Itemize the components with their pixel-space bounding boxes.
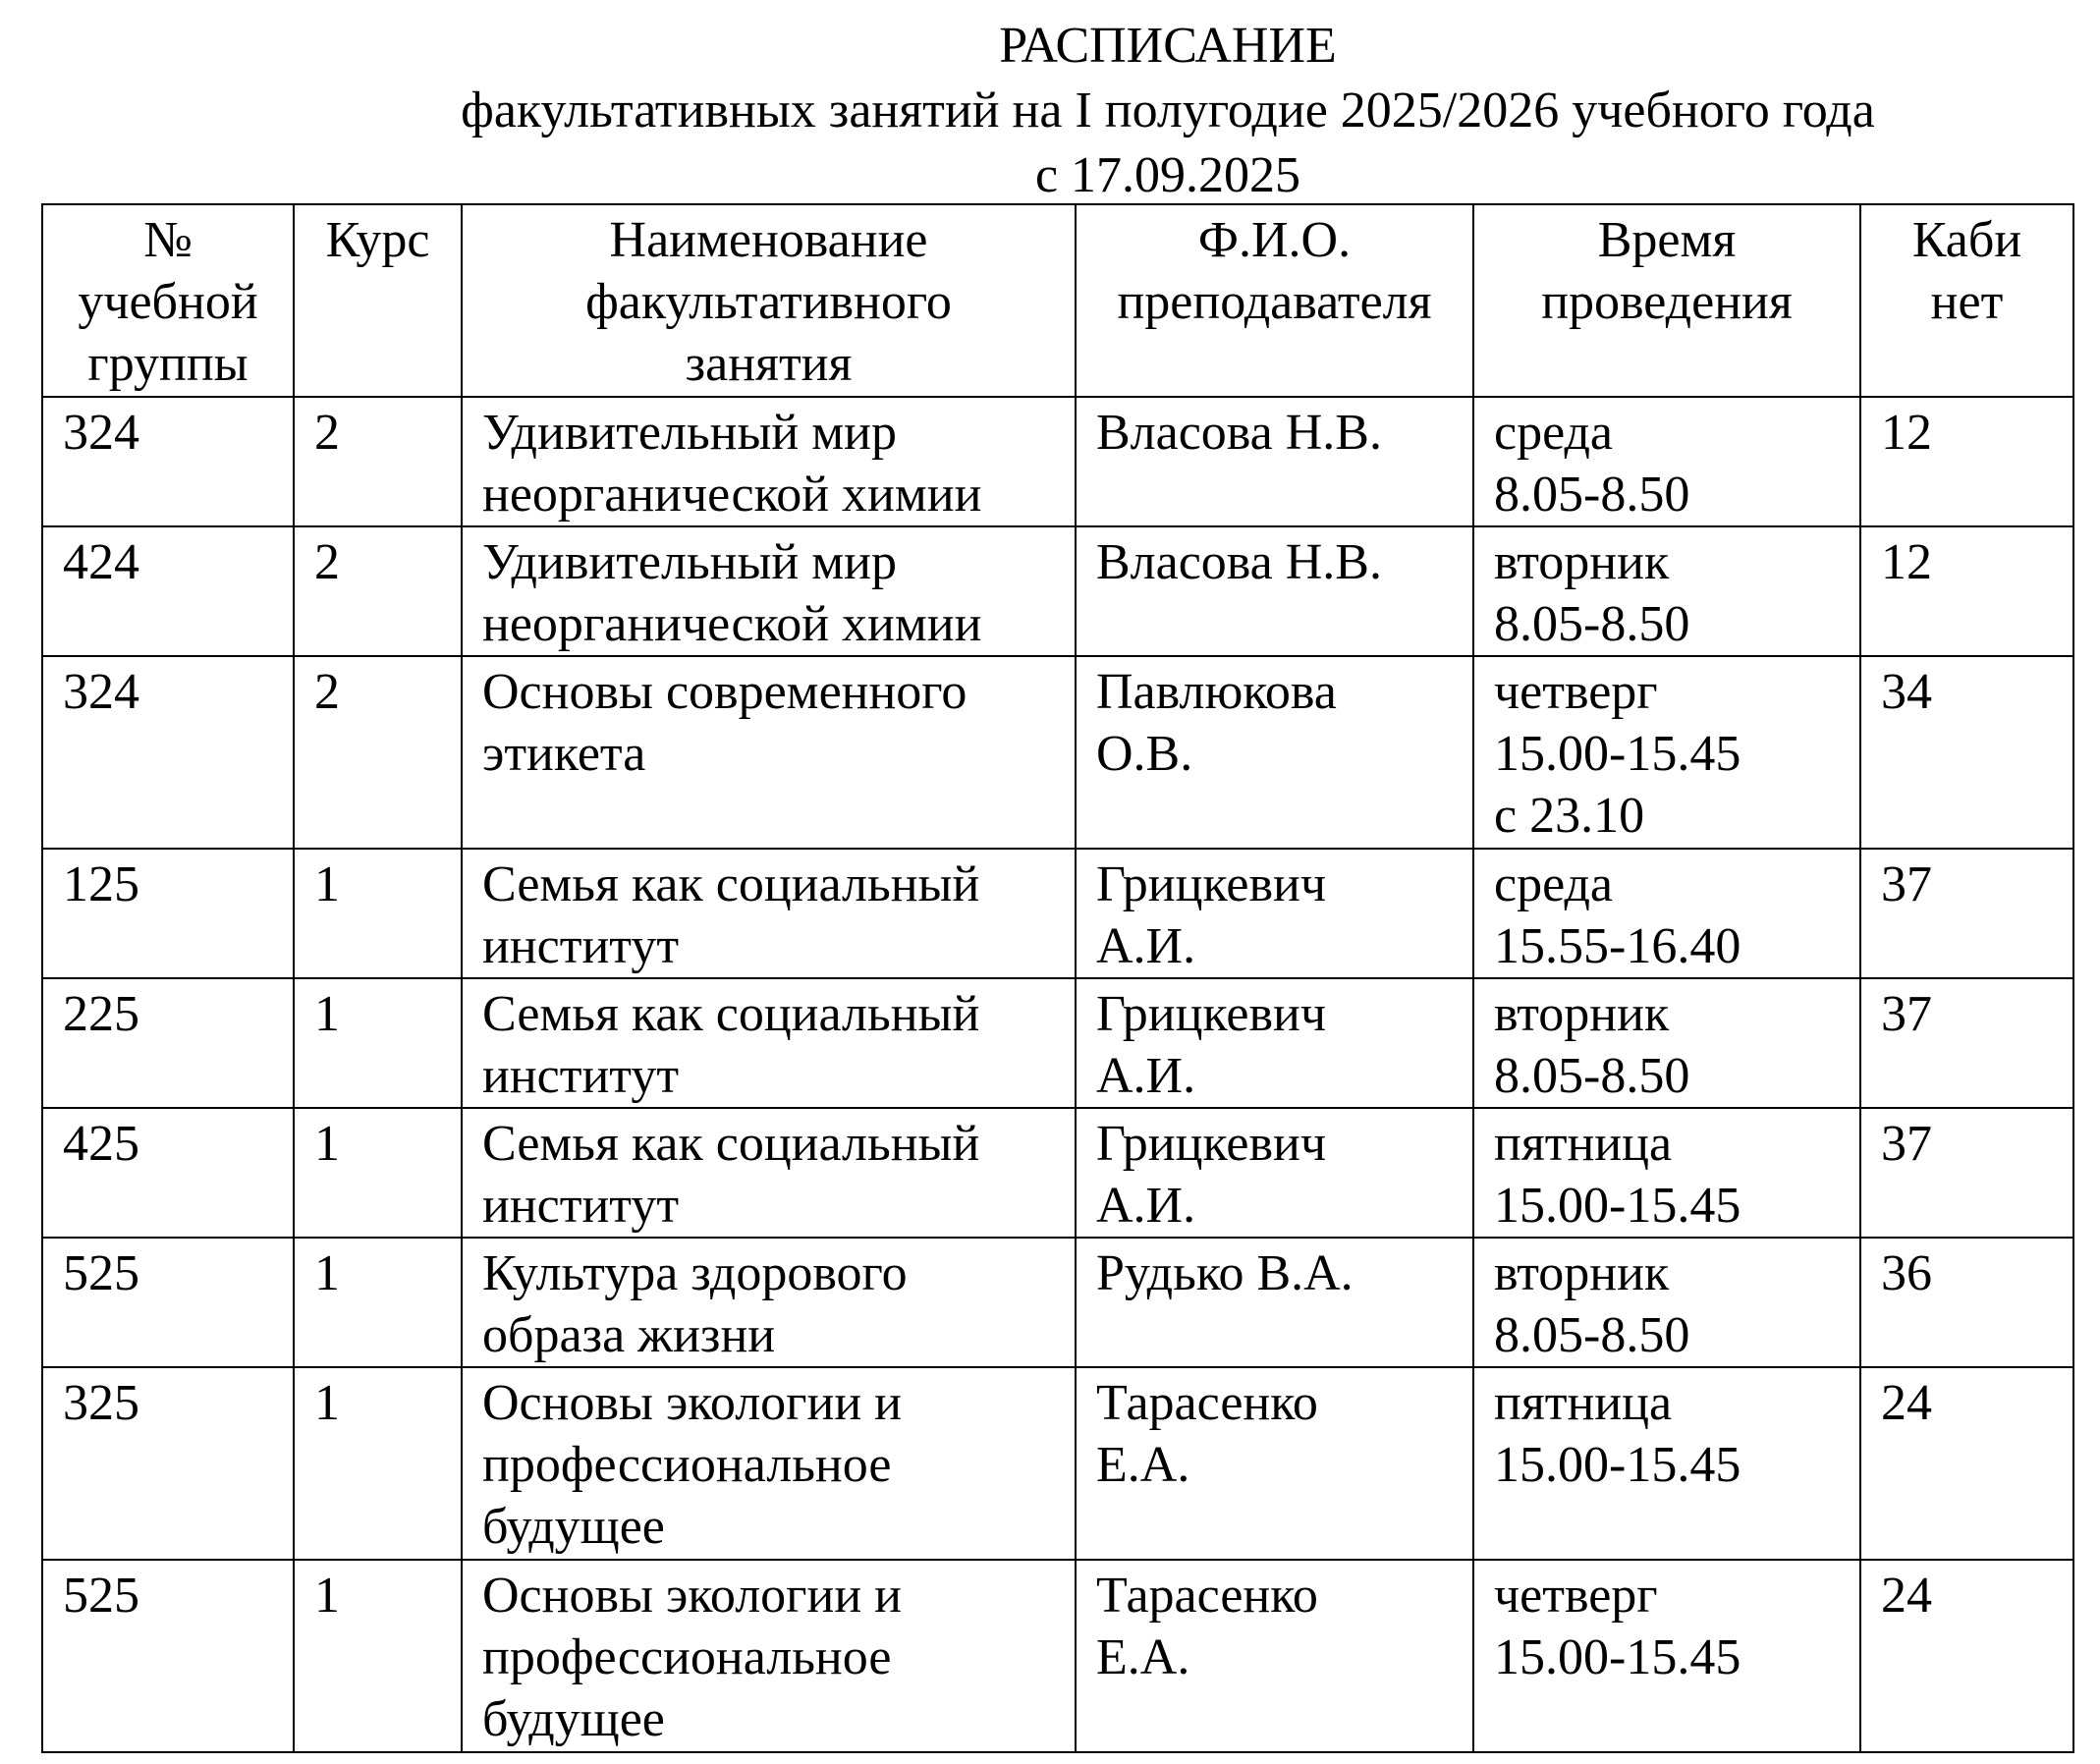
cell-subject: Основы экологии и профессиональное будущее xyxy=(462,1367,1076,1560)
table-row xyxy=(42,849,2073,978)
document-start-date: с 17.09.2025 xyxy=(1034,147,1301,203)
cell-subject: Основы современного этикета xyxy=(462,656,1076,849)
cell-teacher: Рудько В.А. xyxy=(1076,1238,1473,1367)
cell-subject: Удивительный мир неорганической химии xyxy=(462,526,1076,656)
cell-group: 225 xyxy=(42,978,294,1108)
cell-group: 324 xyxy=(42,397,294,526)
cell-room: 24 xyxy=(1860,1560,2073,1752)
cell-room: 12 xyxy=(1860,526,2073,656)
table-row xyxy=(42,656,2073,849)
schedule-table xyxy=(41,203,2074,1753)
cell-time: пятница 15.00-15.45 xyxy=(1473,1367,1860,1560)
table-row xyxy=(42,526,2073,656)
cell-time: вторник 8.05-8.50 xyxy=(1473,978,1860,1108)
cell-teacher: Павлюкова О.В. xyxy=(1076,656,1473,849)
cell-group: 425 xyxy=(42,1108,294,1238)
document-header xyxy=(0,14,2100,208)
cell-group: 324 xyxy=(42,656,294,849)
cell-group: 525 xyxy=(42,1238,294,1367)
cell-subject: Семья как социальный институт xyxy=(462,978,1076,1108)
cell-group: 525 xyxy=(42,1560,294,1752)
header-group: № учебной группы xyxy=(42,204,294,397)
header-room: Каби нет xyxy=(1860,204,2073,397)
cell-course: 2 xyxy=(294,526,462,656)
cell-room: 37 xyxy=(1860,978,2073,1108)
cell-teacher: Тарасенко Е.А. xyxy=(1076,1367,1473,1560)
table-row xyxy=(42,1560,2073,1752)
cell-group: 125 xyxy=(42,849,294,978)
cell-course: 1 xyxy=(294,1238,462,1367)
header-teacher: Ф.И.О. преподавателя xyxy=(1076,204,1473,397)
cell-time: среда 15.55-16.40 xyxy=(1473,849,1860,978)
header-subject: Наименование факультативного занятия xyxy=(462,204,1076,397)
cell-room: 12 xyxy=(1860,397,2073,526)
cell-time: четверг 15.00-15.45 xyxy=(1473,1560,1860,1752)
cell-room: 37 xyxy=(1860,1108,2073,1238)
table-row xyxy=(42,1108,2073,1238)
cell-group: 325 xyxy=(42,1367,294,1560)
header-course: Курс xyxy=(294,204,462,397)
cell-course: 2 xyxy=(294,397,462,526)
cell-time: четверг 15.00-15.45 с 23.10 xyxy=(1473,656,1860,849)
cell-course: 1 xyxy=(294,1367,462,1560)
cell-subject: Удивительный мир неорганической химии xyxy=(462,397,1076,526)
cell-teacher: Власова Н.В. xyxy=(1076,397,1473,526)
table-header-row xyxy=(42,204,2073,397)
cell-teacher: Грицкевич А.И. xyxy=(1076,849,1473,978)
cell-room: 34 xyxy=(1860,656,2073,849)
cell-teacher: Власова Н.В. xyxy=(1076,526,1473,656)
cell-course: 1 xyxy=(294,978,462,1108)
cell-group: 424 xyxy=(42,526,294,656)
table-row xyxy=(42,1238,2073,1367)
cell-room: 36 xyxy=(1860,1238,2073,1367)
document-subtitle: факультативных занятий на I полугодие 2025/2026 учебного года xyxy=(461,83,1875,138)
cell-time: вторник 8.05-8.50 xyxy=(1473,526,1860,656)
cell-subject: Семья как социальный институт xyxy=(462,849,1076,978)
cell-subject: Основы экологии и профессиональное будущее xyxy=(462,1560,1076,1752)
table-row xyxy=(42,1367,2073,1560)
cell-room: 24 xyxy=(1860,1367,2073,1560)
cell-course: 1 xyxy=(294,1108,462,1238)
cell-time: пятница 15.00-15.45 xyxy=(1473,1108,1860,1238)
document-title: РАСПИСАНИЕ xyxy=(999,18,1337,74)
cell-course: 1 xyxy=(294,1560,462,1752)
cell-teacher: Грицкевич А.И. xyxy=(1076,1108,1473,1238)
header-time: Время проведения xyxy=(1473,204,1860,397)
cell-teacher: Тарасенко Е.А. xyxy=(1076,1560,1473,1752)
cell-course: 2 xyxy=(294,656,462,849)
table-row xyxy=(42,978,2073,1108)
cell-time: вторник 8.05-8.50 xyxy=(1473,1238,1860,1367)
cell-course: 1 xyxy=(294,849,462,978)
cell-room: 37 xyxy=(1860,849,2073,978)
cell-subject: Семья как социальный институт xyxy=(462,1108,1076,1238)
cell-teacher: Грицкевич А.И. xyxy=(1076,978,1473,1108)
cell-subject: Культура здорового образа жизни xyxy=(462,1238,1076,1367)
table-row xyxy=(42,397,2073,526)
cell-time: среда 8.05-8.50 xyxy=(1473,397,1860,526)
